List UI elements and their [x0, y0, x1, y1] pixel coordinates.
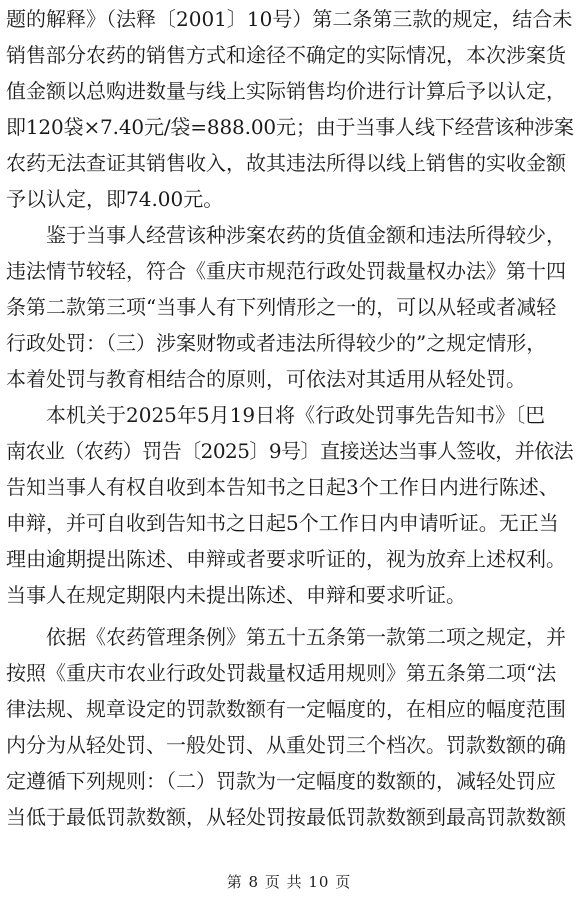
paragraph-4-line-5: 定遵循下列规则：（二）罚款为一定幅度的数额的，减轻处罚应	[6, 769, 556, 793]
paragraph-1-line-5: 农药无法查证其销售收入，故其违法所得以线上销售的实收金额	[6, 151, 566, 175]
paragraph-1-line-2: 销售部分农药的销售方式和途径不确定的实际情况，本次涉案货	[6, 43, 566, 67]
paragraph-3-line-5: 理由逾期提出陈述、申辩或者要求听证的，视为放弃上述权利。	[6, 547, 566, 571]
paragraph-3-line-2: 南农业（农药）罚告〔2025〕9号〕直接送达当事人签收，并依法	[6, 439, 574, 463]
paragraph-3-line-6: 当事人在规定期限内未提出陈述、申辩和要求听证。	[6, 583, 466, 607]
paragraph-3-line-1: 本机关于2025年5月19日将《行政处罚事先告知书》〔巴	[46, 403, 546, 427]
page-number: 第 8 页 共 10 页	[226, 873, 352, 891]
paragraph-3-line-3: 告知当事人有权自收到本告知书之日起3个工作日内进行陈述、	[6, 475, 559, 499]
paragraph-4-line-1: 依据《农药管理条例》第五十五条第一款第二项之规定，并	[46, 625, 566, 649]
paragraph-4-line-3: 律法规、规章设定的罚款数额有一定幅度的，在相应的幅度范围	[6, 697, 566, 721]
paragraph-2-line-5: 本着处罚与教育相结合的原则，可依法对其适用从轻处罚。	[6, 367, 526, 391]
paragraph-4-line-6: 当低于最低罚款数额，从轻处罚按最低罚款数额到最高罚款数额	[6, 805, 566, 829]
paragraph-1-line-3: 值金额以总购进数量与线上实际销售均价进行计算后予以认定，	[6, 79, 566, 103]
paragraph-1-line-1: 题的解释》（法释〔2001〕10号）第二条第三款的规定，结合未	[6, 7, 573, 31]
paragraph-3-line-4: 申辩，并可自收到告知书之日起5个工作日内申请听证。无正当	[6, 511, 559, 535]
paragraph-2-line-3: 条第二款第三项“当事人有下列情形之一的，可以从轻或者减轻	[6, 295, 557, 319]
paragraph-4-line-4: 内分为从轻处罚、一般处罚、从重处罚三个档次。罚款数额的确	[6, 733, 566, 757]
paragraph-2-line-4: 行政处罚：（三）涉案财物或者违法所得较少的”之规定情形，	[6, 331, 547, 355]
paragraph-2-line-1: 鉴于当事人经营该种涉案农药的货值金额和违法所得较少，	[46, 223, 566, 247]
paragraph-1-line-4: 即120袋×7.40元/袋=888.00元；由于当事人线下经营该种涉案	[6, 115, 574, 139]
paragraph-1-line-6: 予以认定，即74.00元。	[6, 187, 224, 211]
paragraph-2-line-2: 违法情节较轻，符合《重庆市规范行政处罚裁量权办法》第十四	[6, 259, 566, 283]
paragraph-4-line-2: 按照《重庆市农业行政处罚裁量权适用规则》第五条第二项“法	[6, 661, 557, 685]
